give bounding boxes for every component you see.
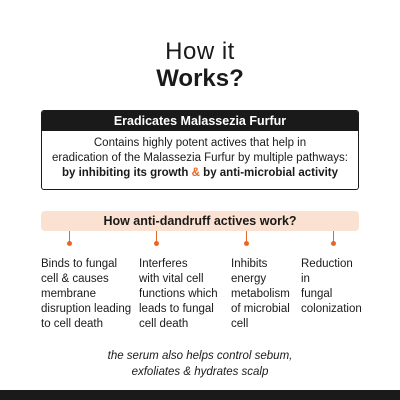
mechanism-text: cell — [231, 318, 249, 330]
connector-dot — [331, 241, 336, 246]
info-box-heading: Eradicates Malassezia Furfur — [42, 111, 358, 131]
info-box-bold-2: by anti-microbial activity — [203, 167, 339, 179]
connector-dot — [67, 241, 72, 246]
connector-dot — [244, 241, 249, 246]
mechanism-text: disruption leading — [41, 303, 132, 315]
info-box — [41, 110, 359, 190]
footer-line-2: exfoliates & hydrates scalp — [131, 366, 269, 378]
title-line-1: How it — [165, 38, 235, 65]
mechanism-text: leads to fungal — [139, 303, 214, 315]
info-box-body — [42, 131, 358, 181]
mechanism-text: cell & causes — [41, 273, 109, 285]
mechanism-text: fungal — [301, 288, 333, 300]
actives-bar: How anti-dandruff actives work? — [41, 211, 359, 231]
info-box-bold-1: by inhibiting its growth — [61, 167, 189, 179]
mechanism-column — [301, 257, 362, 317]
mechanism-column — [231, 257, 290, 332]
bottom-band — [0, 390, 400, 400]
mechanism-text: colonization — [301, 303, 362, 315]
mechanism-text: membrane — [41, 288, 96, 300]
connector-dot — [154, 241, 159, 246]
mechanism-column — [139, 257, 218, 332]
mechanism-text: metabolism — [231, 288, 290, 300]
info-box-line-1: Contains highly potent actives that help in — [93, 137, 307, 149]
mechanism-column — [41, 257, 131, 332]
ampersand: & — [191, 167, 200, 179]
footer-note — [0, 348, 400, 380]
mechanism-text: functions which — [139, 288, 218, 300]
mechanism-text: to cell death — [41, 318, 104, 330]
mechanism-text: Inhibits — [231, 258, 268, 270]
info-box-line-2: eradication of the Malassezia Furfur by multiple pathways: — [52, 152, 348, 164]
mechanism-text: cell death — [139, 318, 189, 330]
mechanism-text: Interferes — [139, 258, 188, 270]
mechanism-text: energy — [231, 273, 267, 285]
info-box-line-3 — [42, 166, 358, 181]
mechanism-text: with vital cell — [139, 273, 204, 285]
title-line-2: Works? — [156, 65, 244, 92]
mechanism-text: in — [301, 273, 310, 285]
mechanism-text: of microbial — [231, 303, 290, 315]
mechanism-text: Binds to fungal — [41, 258, 118, 270]
footer-line-1: the serum also helps control sebum, — [107, 350, 293, 362]
mechanism-text: Reduction — [301, 258, 353, 270]
